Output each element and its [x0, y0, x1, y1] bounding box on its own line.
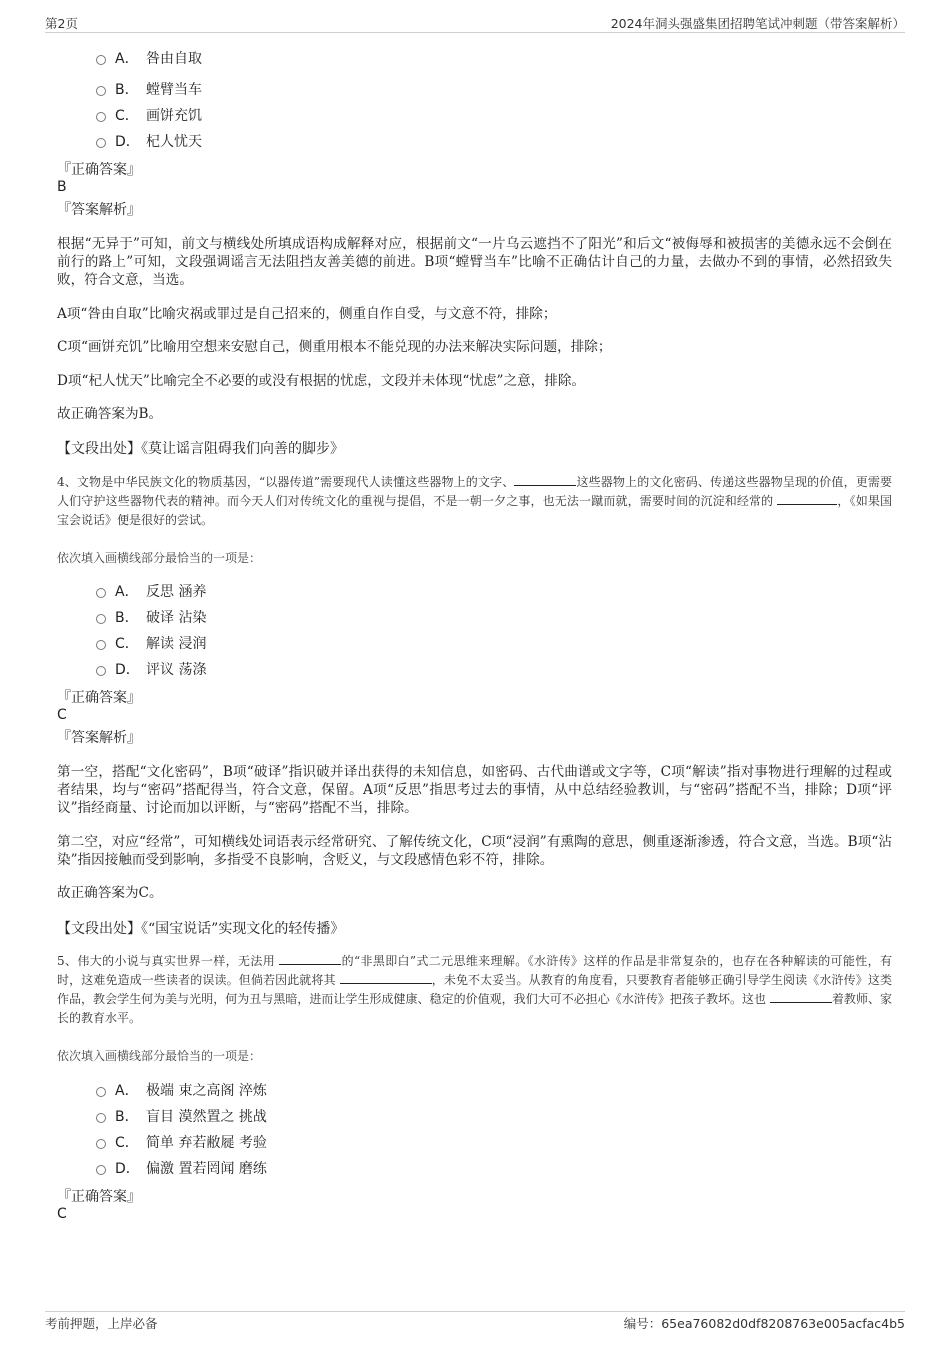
footer-divider [45, 1311, 905, 1312]
option-letter: C． [115, 636, 139, 652]
q3-analysis-paragraph: D项“杞人忧天”比喻完全不必要的或没有根据的忧虑，文段并未体现“忧虑”之意，排除。 [57, 373, 586, 389]
fill-blank [770, 990, 832, 1003]
document-title: 2024年洞头强盛集团招聘笔试冲刺题（带答案解析） [610, 16, 905, 31]
q4-conclusion: 故正确答案为C。 [57, 885, 163, 901]
option-text: 咎由自取 [146, 51, 202, 67]
q3-answer-label: 『正确答案』 [57, 162, 141, 178]
option-letter: B． [115, 610, 139, 626]
q3-analysis-label: 『答案解析』 [57, 202, 141, 218]
option-letter: B． [115, 1109, 139, 1125]
page-number: 第2页 [45, 16, 78, 31]
radio-icon[interactable] [96, 614, 106, 624]
option-text: 破译 沾染 [146, 610, 207, 626]
option-text: 画饼充饥 [146, 108, 202, 124]
radio-icon[interactable] [96, 666, 106, 676]
option-text: 反思 涵养 [146, 584, 207, 600]
q5-stem-text: 的“非黑即白”式二元思维来理解。《水浒传》这样的作品是非常复杂的，也存在各种解读的可能性，有时，这难免造成一些读者的误读。但倘若因此就将其 [57, 954, 892, 987]
option-letter: D． [115, 1161, 140, 1177]
q3-analysis-paragraph: 根据“无异于”可知，前文与横线处所填成语构成解释对应，根据前文“一片乌云遮挡不了阳光”和后文“被侮辱和被损害的美德永远不会倒在前行的路上”可知，文段强调谣言无法阻挡友善美德的前进。B项“螳臂当车”比喻不正确估计自己的力量，去做办不到的事情，必然招致失败，符合文意，当选。 [57, 236, 892, 288]
q4-stem-text: ，《如果国宝会说话》便是很好的尝试。 [57, 494, 892, 527]
radio-icon[interactable] [96, 55, 106, 65]
option-letter: D． [115, 134, 140, 150]
q4-stem [57, 473, 892, 530]
radio-icon[interactable] [96, 86, 106, 96]
q5-answer: C [57, 1206, 67, 1222]
footer-serial-number: 编号：65ea76082d0df8208763e005acfac4b5 [623, 1316, 905, 1331]
q4-answer-label: 『正确答案』 [57, 690, 141, 706]
q4-source: 【文段出处】《“国宝说话”实现文化的轻传播》 [57, 921, 345, 937]
q4-analysis-paragraph: 第二空，对应“经常”，可知横线处词语表示经常研究、了解传统文化，C项“浸润”有熏陶的意思，侧重逐渐渗透，符合文意，当选。B项“沾染”指因接触而受到影响，多指受不良影响，含贬义，与文段感情色彩不符，排除。 [57, 834, 892, 868]
radio-icon[interactable] [96, 112, 106, 122]
q3-analysis-paragraph: C项“画饼充饥”比喻用空想来安慰自己，侧重用根本不能兑现的办法来解决实际问题，排除； [57, 339, 612, 355]
fill-blank [514, 473, 576, 486]
option-letter: C． [115, 108, 139, 124]
q4-prompt: 依次填入画横线部分最恰当的一项是： [57, 551, 262, 565]
option-text: 杞人忧天 [146, 134, 202, 150]
q5-answer-label: 『正确答案』 [57, 1189, 141, 1205]
q3-source: 【文段出处】《莫让谣言阻碍我们向善的脚步》 [57, 441, 344, 457]
option-text: 螳臂当车 [146, 82, 202, 98]
q3-answer: B [57, 179, 67, 195]
radio-icon[interactable] [96, 138, 106, 148]
q4-stem-text: 4、文物是中华民族文化的物质基因，“以器传道”需要现代人读懂这些器物上的文字、 [57, 475, 515, 489]
option-text: 简单 弃若敝屣 考验 [146, 1135, 267, 1151]
radio-icon[interactable] [96, 588, 106, 598]
option-letter: D． [115, 662, 140, 678]
option-letter: C． [115, 1135, 139, 1151]
q4-analysis-label: 『答案解析』 [57, 730, 141, 746]
radio-icon[interactable] [96, 640, 106, 650]
option-text: 解读 浸润 [146, 636, 207, 652]
header-divider [45, 32, 905, 33]
q5-prompt: 依次填入画横线部分最恰当的一项是： [57, 1049, 262, 1063]
radio-icon[interactable] [96, 1139, 106, 1149]
option-text: 极端 束之高阁 淬炼 [146, 1083, 267, 1099]
q5-stem [57, 952, 892, 1028]
radio-icon[interactable] [96, 1087, 106, 1097]
option-text: 偏激 置若罔闻 磨练 [146, 1161, 267, 1177]
q3-analysis-paragraph: A项“咎由自取”比喻灾祸或罪过是自己招来的，侧重自作自受，与文意不符，排除； [57, 306, 557, 322]
option-text: 盲目 漠然置之 挑战 [146, 1109, 267, 1125]
option-text: 评议 荡涤 [146, 662, 207, 678]
option-letter: B． [115, 82, 139, 98]
option-letter: A． [115, 51, 139, 67]
option-letter: A． [115, 1083, 139, 1099]
q4-stem-text: 这些器物上的文化密码、传递这些器物呈现的价值，更需要人们守护这些器物代表的精神。而今天人们对传统文化的重视与提倡，不是一朝一夕之事，也无法一蹴而就，需要时间的沉淀和经常的 [57, 475, 892, 508]
fill-blank [777, 492, 837, 505]
fill-blank [340, 971, 432, 984]
q5-stem-text: 着教师、家长的教育水平。 [57, 992, 892, 1025]
q3-conclusion: 故正确答案为B。 [57, 406, 163, 422]
radio-icon[interactable] [96, 1165, 106, 1175]
radio-icon[interactable] [96, 1113, 106, 1123]
q4-answer: C [57, 707, 67, 723]
option-letter: A． [115, 584, 139, 600]
footer-slogan: 考前押题，上岸必备 [45, 1316, 158, 1331]
q5-stem-text: ，未免不太妥当。从教育的角度看，只要教育者能够正确引导学生阅读《水浒传》这类作品，教会学生何为美与光明，何为丑与黑暗，进而让学生形成健康、稳定的价值观，我们大可不必担心《水浒传》把孩子教坏。这也 [57, 973, 892, 1006]
q5-stem-text: 5、伟大的小说与真实世界一样，无法用 [57, 954, 276, 968]
fill-blank [279, 952, 341, 965]
q4-analysis-paragraph: 第一空，搭配“文化密码”，B项“破译”指识破并译出获得的未知信息，如密码、古代曲谱或文字等，C项“解读”指对事物进行理解的过程或者结果，均与“密码”搭配得当，符合文意，保留。A项“反思”指思考过去的事情，从中总结经验教训，与“密码”搭配不当，排除；D项“评议”指经商量、讨论而加以评断，与“密码”搭配不当，排除。 [57, 764, 892, 816]
